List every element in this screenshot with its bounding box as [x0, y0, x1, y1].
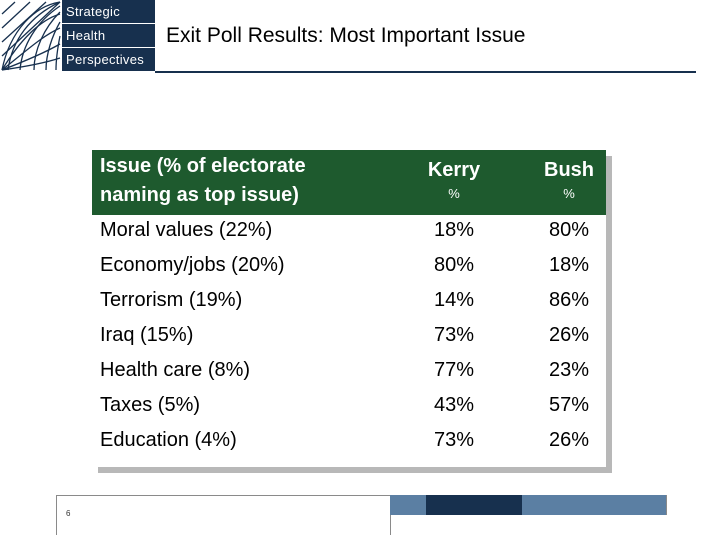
table-row	[92, 320, 606, 355]
row-kerry: 77%	[433, 359, 475, 381]
logo-line-2: Health	[62, 24, 155, 47]
table-row	[92, 250, 606, 285]
table-body	[92, 215, 606, 467]
footer-bar-middle	[426, 495, 522, 515]
footer-frame	[56, 495, 390, 535]
row-issue: Taxes (5%)	[100, 394, 201, 416]
page-number: 6	[66, 509, 71, 518]
header-kerry-unit: %	[448, 186, 460, 201]
table-row	[92, 425, 606, 460]
table-header	[92, 150, 606, 215]
logo	[0, 0, 155, 72]
footer-bar-right	[522, 495, 666, 515]
row-issue: Moral values (22%)	[100, 219, 273, 241]
globe-icon	[0, 0, 62, 72]
row-kerry: 73%	[433, 429, 475, 451]
footer-divider-right	[666, 495, 667, 515]
header-issue-line-1: Issue (% of electorate	[100, 155, 306, 177]
row-kerry: 80%	[433, 254, 475, 276]
row-issue: Iraq (15%)	[100, 324, 194, 346]
logo-line-1: Strategic	[62, 0, 155, 23]
row-bush: 18%	[548, 254, 590, 276]
header-bush-unit: %	[563, 186, 575, 201]
logo-text	[62, 0, 155, 72]
table-row	[92, 285, 606, 320]
table-row	[92, 390, 606, 425]
row-kerry: 43%	[433, 394, 475, 416]
logo-line-3: Perspectives	[62, 48, 155, 71]
row-bush: 26%	[548, 324, 590, 346]
row-issue: Education (4%)	[100, 429, 237, 451]
header-issue-line-2: naming as top issue)	[100, 184, 299, 206]
slide-title: Exit Poll Results: Most Important Issue	[166, 24, 526, 47]
row-bush: 26%	[548, 429, 590, 451]
title-divider	[155, 71, 696, 73]
row-bush: 86%	[548, 289, 590, 311]
row-issue: Terrorism (19%)	[100, 289, 243, 311]
footer-bar-left	[390, 495, 426, 515]
results-table	[92, 150, 606, 467]
header-bush-label: Bush	[544, 159, 594, 181]
table-row	[92, 215, 606, 250]
header-bush	[524, 156, 614, 204]
row-kerry: 73%	[433, 324, 475, 346]
header-kerry-label: Kerry	[427, 159, 481, 181]
header-kerry	[409, 156, 499, 204]
header-issue	[100, 152, 400, 210]
table-row	[92, 355, 606, 390]
row-kerry: 14%	[433, 289, 475, 311]
row-issue: Economy/jobs (20%)	[100, 254, 285, 276]
footer-divider	[390, 515, 391, 535]
row-issue: Health care (8%)	[100, 359, 251, 381]
row-bush: 80%	[548, 219, 590, 241]
row-bush: 23%	[548, 359, 590, 381]
row-bush: 57%	[548, 394, 590, 416]
row-kerry: 18%	[433, 219, 475, 241]
